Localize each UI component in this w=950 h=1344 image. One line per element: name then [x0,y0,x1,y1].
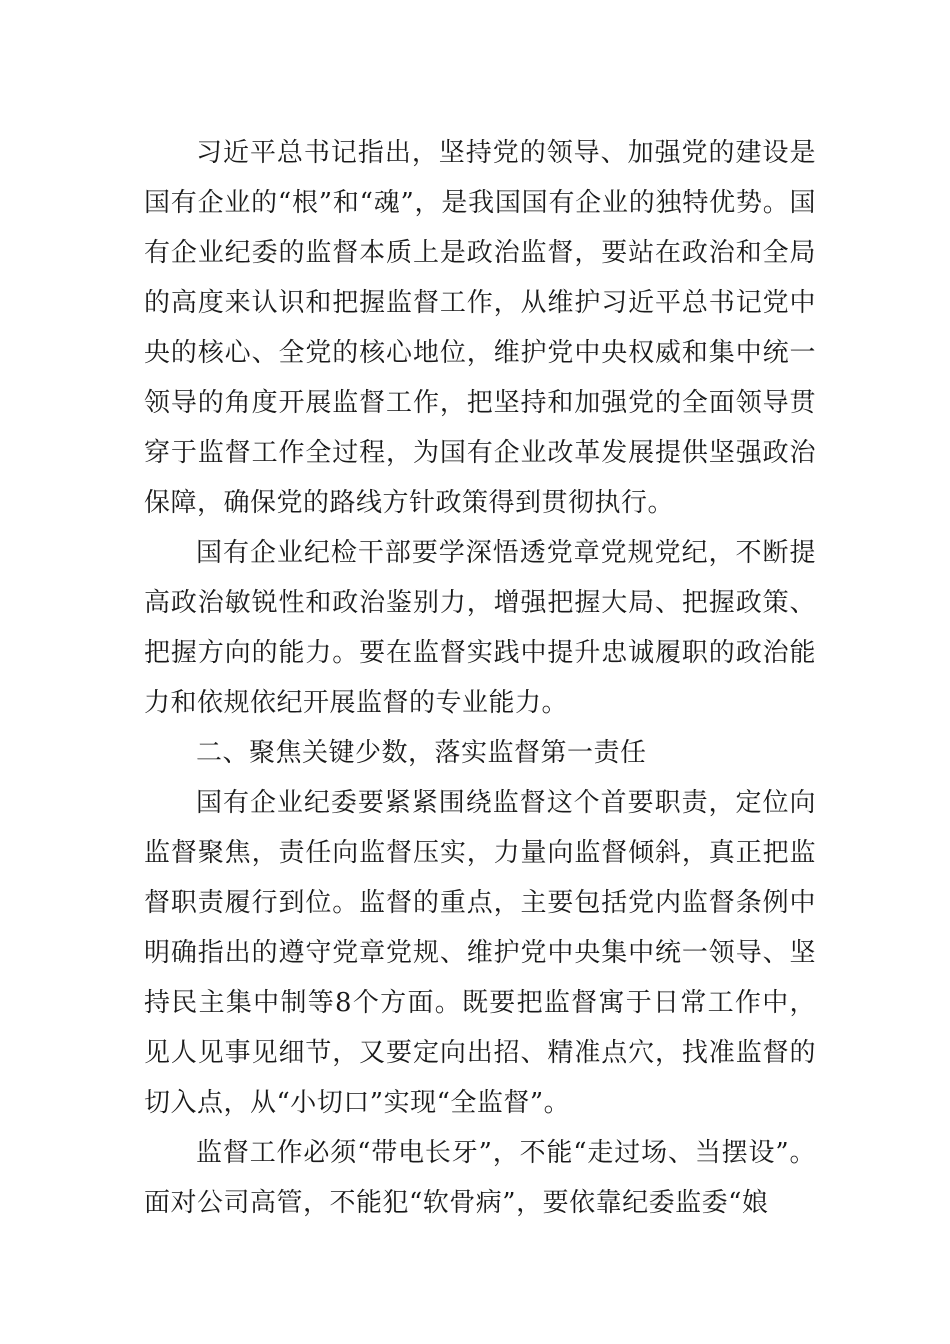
document-page [144,128,816,1228]
paragraph-party-leadership: 习近平总书记指出，坚持党的领导、加强党的建设是国有企业的“根”和“魂”，是我国国有企业的独特优势。国有企业纪委的监督本质上是政治监督，要站在政治和全局的高度来认识和把握监督工作，从维护习近平总书记党中央的核心、全党的核心地位，维护党中央权威和集中统一领导的角度开展监督工作，把坚持和加强党的全面领导贯穿于监督工作全过程，为国有企业改革发展提供坚强政治保障，确保党的路线方针政策得到贯彻执行。 [144,138,816,518]
paragraph-cadre-ability: 国有企业纪检干部要学深悟透党章党规党纪，不断提高政治敏锐性和政治鉴别力，增强把握大局、把握政策、把握方向的能力。要在监督实践中提升忠诚履职的政治能力和依规依纪开展监督的专业能力。 [144,538,816,718]
paragraph-supervision-teeth: 监督工作必须“带电长牙”，不能“走过场、当摆设”。面对公司高管，不能犯“软骨病”，要依靠纪委监委“娘 [144,1138,816,1218]
paragraph-supervision-focus: 国有企业纪委要紧紧围绕监督这个首要职责，定位向监督聚焦，责任向监督压实，力量向监督倾斜，真正把监督职责履行到位。监督的重点，主要包括党内监督条例中明确指出的遵守党章党规、维护党中央集中统一领导、坚持民主集中制等8个方面。既要把监督寓于日常工作中，见人见事见细节，又要定向出招、精准点穴，找准监督的切入点，从“小切口”实现“全监督”。 [144,788,816,1118]
section-heading: 二、聚焦关键少数，落实监督第一责任 [196,738,647,768]
